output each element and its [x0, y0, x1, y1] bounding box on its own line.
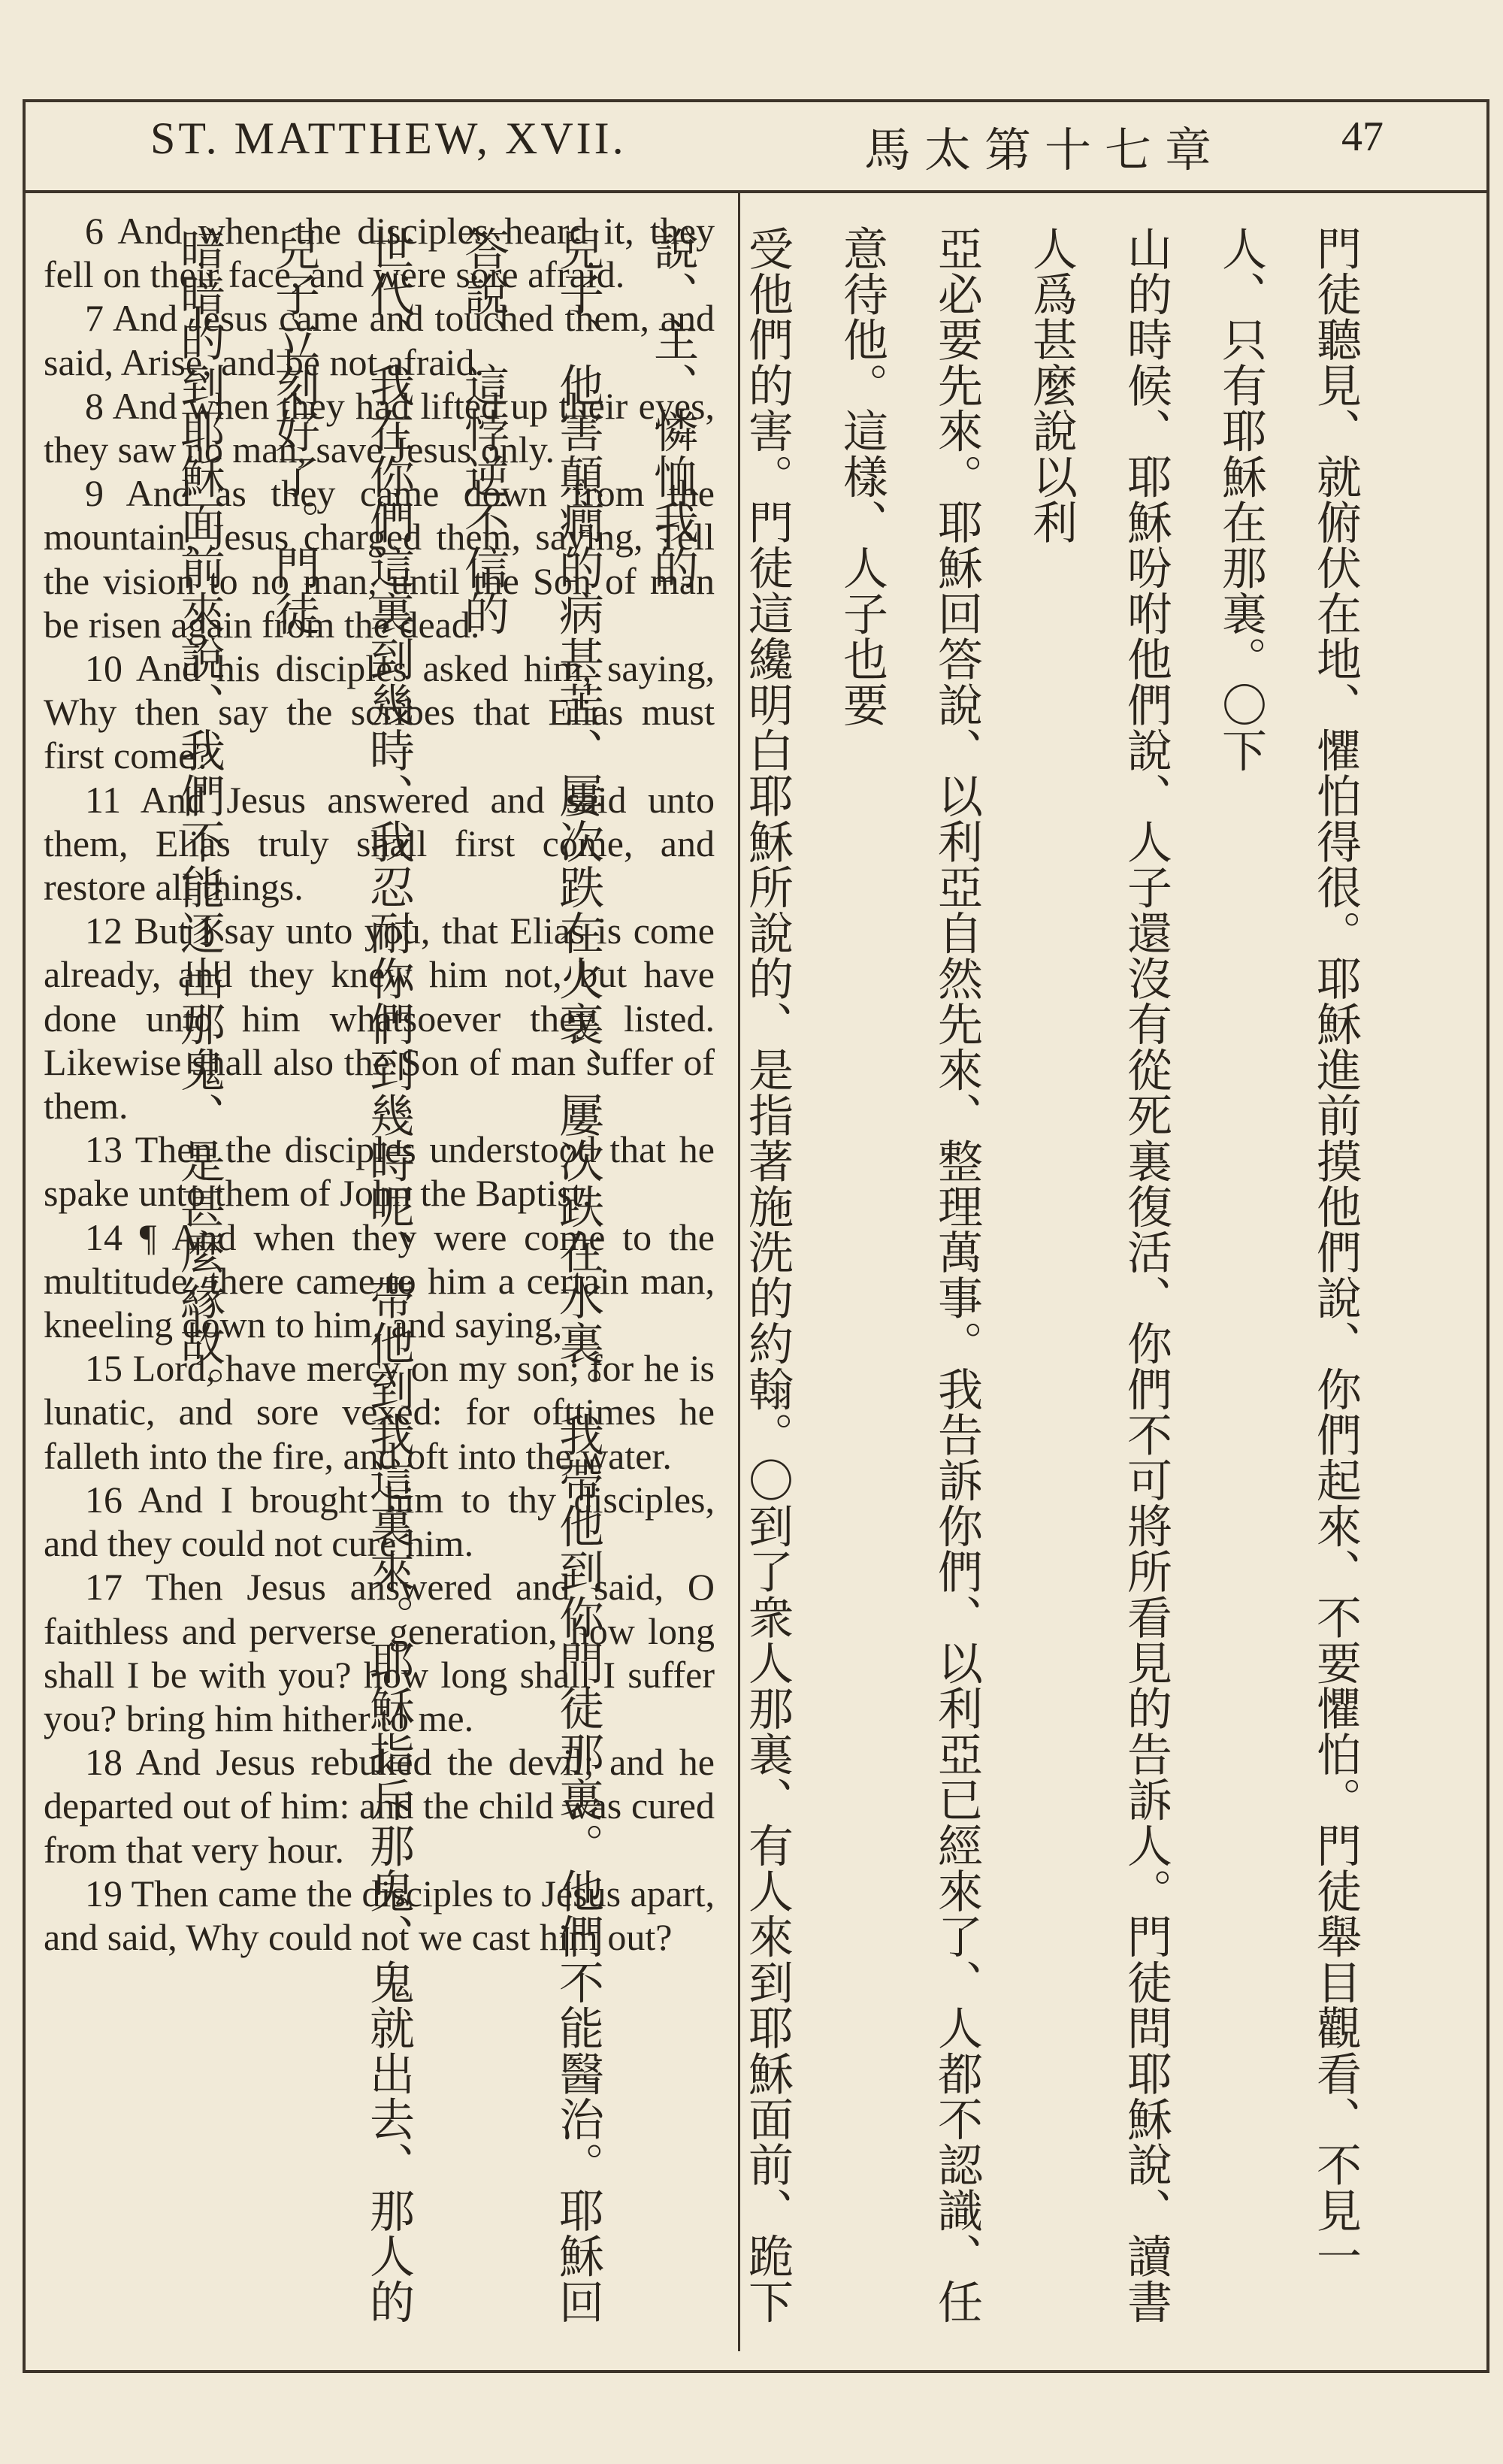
verse-18: 18 And Jesus rebuked the devil; and he departed out of him: and the child was cured from that very hour. — [44, 1741, 715, 1871]
running-head-chinese: 馬太第十七章 — [864, 123, 1226, 177]
verse-19: 19 Then came the disciples to Jesus apart, and said, Why could not we cast him out? — [44, 1872, 715, 1958]
verse-17: 17 Then Jesus answered and said, O faithless and perverse generation, how long shall I be with you? how long shall I suffer you? bring him hither to me. — [44, 1566, 715, 1739]
chinese-line-1: 門徒聽見、就俯伏在地、懼怕得很。耶穌進前摸他們說、你們起來、不要懼怕。門徒舉目觀看、不見一人、只有耶穌在那裏。〇下 — [1214, 226, 1362, 2279]
page-number: 47 — [1341, 114, 1384, 160]
verse-10: 10 And his disciples asked him, saying, Why then say the scribes that Elias must first come? — [44, 647, 715, 777]
chinese-line-6: 世代、我在你們這裏到幾時、我忍耐你們到幾時呢、帶他到我這裏來。耶穌指斥那鬼、鬼就出去、那人的兒子立刻好了。門徒 — [268, 226, 415, 2325]
chinese-line-7: 暗暗的到耶穌面前來說、我們不能逐出那鬼、是甚麼緣故。 — [173, 226, 225, 1412]
verse-8: 8 And when they had lifted up their eyes, they saw no man, save Jesus only. — [44, 384, 715, 471]
verse-12: 12 But I say unto you, that Elias is come already, and they knew him not, but have done unto him whatsoever they listed. Likewise shall also the Son of man suffer of them. — [44, 910, 715, 1128]
chinese-line-3: 亞必要先來。耶穌回答說、以利亞自然先來、整理萬事。我告訴你們、以利亞已經來了、人都不認識、任意待他。這樣、人子也要 — [836, 226, 983, 2325]
chinese-line-5: 兒子、他害顛癎的病甚苦、屢次跌在火裏、屢次跌在水裏。我帶他到你門徒那裏。他們不能醫治。耶穌回答說、這悖逆不信的 — [457, 226, 604, 2325]
verse-16: 16 And I brought him to thy disciples, and they could not cure him. — [44, 1478, 715, 1565]
verse-13: 13 Then the disciples understood that he spake unto them of John the Baptist. — [44, 1128, 715, 1215]
verse-9: 9 And as they came down from the mountain, Jesus charged them, saying, Tell the vision to no man, until the Son of man be risen again from the dead. — [44, 472, 715, 646]
verse-7: 7 And Jesus came and touched them, and said, Arise, and be not afraid. — [44, 297, 715, 383]
verse-11: 11 And Jesus answered and said unto them, Elias truly shall first come, and restore all things. — [44, 778, 715, 909]
running-head-english: ST. MATTHEW, XVII. — [150, 114, 627, 163]
chinese-line-4: 受他們的害。門徒這纔明白耶穌所說的、是指著施洗的約翰。〇到了衆人那裏、有人來到耶穌面前、跪下說、主、憐恤我的 — [646, 226, 794, 2325]
header-rule — [23, 190, 1489, 193]
verse-15: 15 Lord, have mercy on my son; for he is lunatic, and sore vexed: for ofttimes he falleth into the fire, and oft into the water. — [44, 1347, 715, 1477]
verse-14: 14 ¶ And when they were come to the multitude, there came to him a certain man, kneeling down to him, and saying, — [44, 1215, 715, 1346]
chinese-line-2: 山的時候、耶穌吩咐他們說、人子還沒有從死裏復活、你們不可將所看見的告訴人。門徒問耶穌說、讀書人爲甚麼說以利 — [1025, 226, 1172, 2325]
verse-6: 6 And when the disciples heard it, they fell on their face, and were sore afraid. — [44, 210, 715, 296]
